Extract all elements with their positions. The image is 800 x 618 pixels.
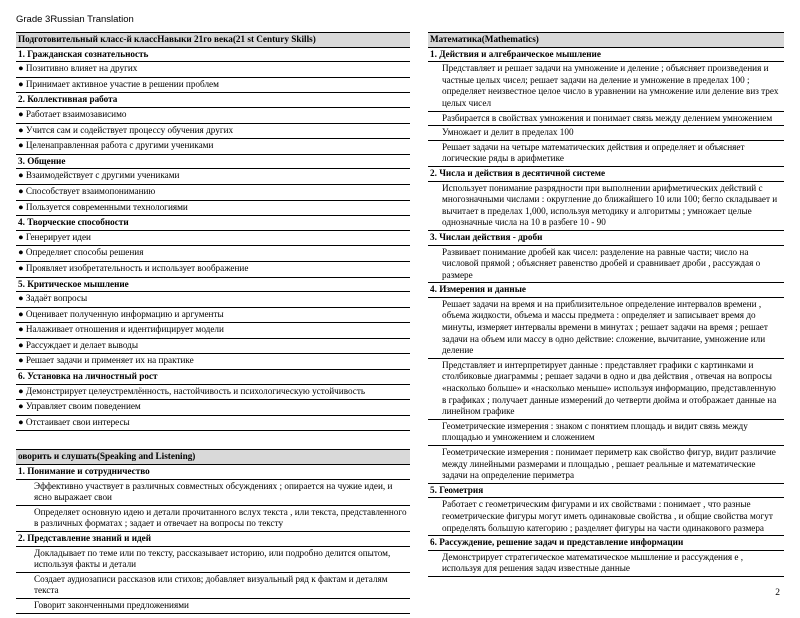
document-header: Grade 3Russian Translation xyxy=(16,14,134,25)
list-item: ● Налаживает отношения и идентифицирует модели xyxy=(16,323,410,339)
list-item: Определяет основную идею и детали прочитанного вслух текста , или текста, представленного в различных форматах ; задает и отвечает на вопросы по тексту xyxy=(16,506,410,532)
list-item: Использует понимание разрядности при выполнении арифметических действий с многозначными числами : округление до ближайшего 10 или 100; бегло складывает и вычитает в пределах 1,000, используя методику и алгоритмы ; умножает целые однозначные числа на 10 в разбеге 10 - 90 xyxy=(428,182,784,231)
list-item: ● Задаёт вопросы xyxy=(16,292,410,308)
list-item: ● Определяет способы решения xyxy=(16,246,410,262)
list-item: Эффективно участвует в различных совместных обсуждениях ; опирается на чужие идеи, и ясно выражает свои xyxy=(16,480,410,506)
list-item: ● Позитивно влияет на других xyxy=(16,62,410,78)
list-item: Демонстрирует стратегическое математическое мышление и рассуждения е , используя для решения задач известные данные xyxy=(428,551,784,577)
list-item: ● Решает задачи и применяет их на практике xyxy=(16,354,410,370)
section-title: 6. Рассуждение, решение задач и представление информации xyxy=(428,536,784,551)
list-item: ● Управляет своим поведением xyxy=(16,400,410,416)
page-number: 2 xyxy=(775,588,780,599)
list-item: Разбирается в свойствах умножения и понимает связь между делением умножением xyxy=(428,112,784,127)
section-title: 2. Коллективная работа xyxy=(16,93,410,108)
section-title: 5. Критическое мышление xyxy=(16,278,410,293)
speaking-title: оворить и слушать(Speaking and Listening) xyxy=(16,449,410,465)
list-item: ● Целенаправленная работа с другими учениками xyxy=(16,139,410,155)
list-item: ● Принимает активное участие в решении проблем xyxy=(16,78,410,94)
right-column xyxy=(428,32,784,577)
list-item: Решает задачи на время и на приблизительное определение интервалов времени , объема жидкости, объема и массы предмета : определяет и записывает время до минуты, измеряет интервалы времени в минутах ; решает задачи на время ; решает задачи на объем или массу в одно действие: сложение, вычитание, умножение или деление xyxy=(428,298,784,359)
math-list xyxy=(428,48,784,577)
list-item: Создает аудиозаписи рассказов или стихов; добавляет визуальный ряд к фактам и деталям текста xyxy=(16,573,410,599)
list-item: ● Пользуется современными технологиями xyxy=(16,201,410,217)
list-item: ● Проявляет изобретательность и использует воображение xyxy=(16,262,410,278)
math-title: Математика(Mathematics) xyxy=(428,32,784,48)
section-title: 4. Измерения и данные xyxy=(428,283,784,298)
list-item: Представляет и интерпретирует данные : представляет графики с картинками и столбиковые диаграммы ; решает задачи в одно и два действия , отвечая на вопросы «насколько больше» и «насколько меньше» используя информацию, представленную в графиках ; получает данные измерений до четверти дюйма и отображает данные на линейном графике xyxy=(428,359,784,420)
left-column xyxy=(16,32,410,614)
skills-title: Подготовительный класс-й классНавыки 21го века(21 st Century Skills) xyxy=(16,32,410,48)
section-title: 5. Геометрия xyxy=(428,484,784,499)
list-item: ● Способствует взаимопониманию xyxy=(16,185,410,201)
section-title: 1. Понимание и сотрудничество xyxy=(16,465,410,480)
section-title: 3. Числаи действия - дроби xyxy=(428,231,784,246)
list-item: Решает задачи на четыре математических действия и определяет и объясняет логические ряды в арифметике xyxy=(428,141,784,167)
list-item: Развивает понимание дробей как чисел: разделение на равные части; число на числовой прямой ; объясняет равенство дробей и сравнивает дроби , рассуждая о размере xyxy=(428,246,784,284)
list-item: ● Учится сам и содействует процессу обучения других xyxy=(16,124,410,140)
list-item: Работает с геометрическим фигурами и их свойствами : понимает , что разные геометрические фигуры могут иметь одинаковые свойства , и общие свойства могут определять большую категорию ; разделяет фигуры на части одинакового размера xyxy=(428,498,784,536)
section-title: 1. Действия и алгебраическое мышление xyxy=(428,48,784,63)
list-item: ● Взаимодействует с другими учениками xyxy=(16,169,410,185)
list-item: ● Отстаивает свои интересы xyxy=(16,416,410,432)
list-item: Докладывает по теме или по тексту, рассказывает историю, или подробно делится опытом, используя факты и детали xyxy=(16,547,410,573)
list-item: Геометрические измерения : знаком с понятием площадь и видит связь между площадью и умножением и сложением xyxy=(428,420,784,446)
section-title: 3. Общение xyxy=(16,155,410,170)
list-item: Говорит законченными предложениями xyxy=(16,599,410,614)
section-title: 1. Гражданская сознательность xyxy=(16,48,410,63)
list-item: Умножает и делит в пределах 100 xyxy=(428,126,784,141)
skills-list xyxy=(16,48,410,432)
list-item: ● Демонстрирует целеустремлённость, настойчивость и психологическую устойчивость xyxy=(16,385,410,401)
speaking-list xyxy=(16,465,410,614)
list-item: ● Генерирует идеи xyxy=(16,231,410,247)
list-item: Представляет и решает задачи на умножение и деление ; объясняет произведения и частные целых чисел; решает задачи на деление и умножение в пределах 100 ; определяет неизвестное целое число в уравнении на умножение или деление виз трех целых чисел xyxy=(428,62,784,111)
section-title: 4. Творческие способности xyxy=(16,216,410,231)
list-item: Геометрические измерения : понимает периметр как свойство фигур, видит различие между линейными размерами и площадью , решает реальные и математические задачи на определение периметра xyxy=(428,446,784,484)
list-item: ● Работает взаимозависимо xyxy=(16,108,410,124)
list-item: ● Рассуждает и делает выводы xyxy=(16,339,410,355)
list-item: ● Оценивает полученную информацию и аргументы xyxy=(16,308,410,324)
section-title: 2. Представление знаний и идей xyxy=(16,532,410,547)
section-title: 6. Установка на личностный рост xyxy=(16,370,410,385)
section-title: 2. Числа и действия в десятичной системе xyxy=(428,167,784,182)
